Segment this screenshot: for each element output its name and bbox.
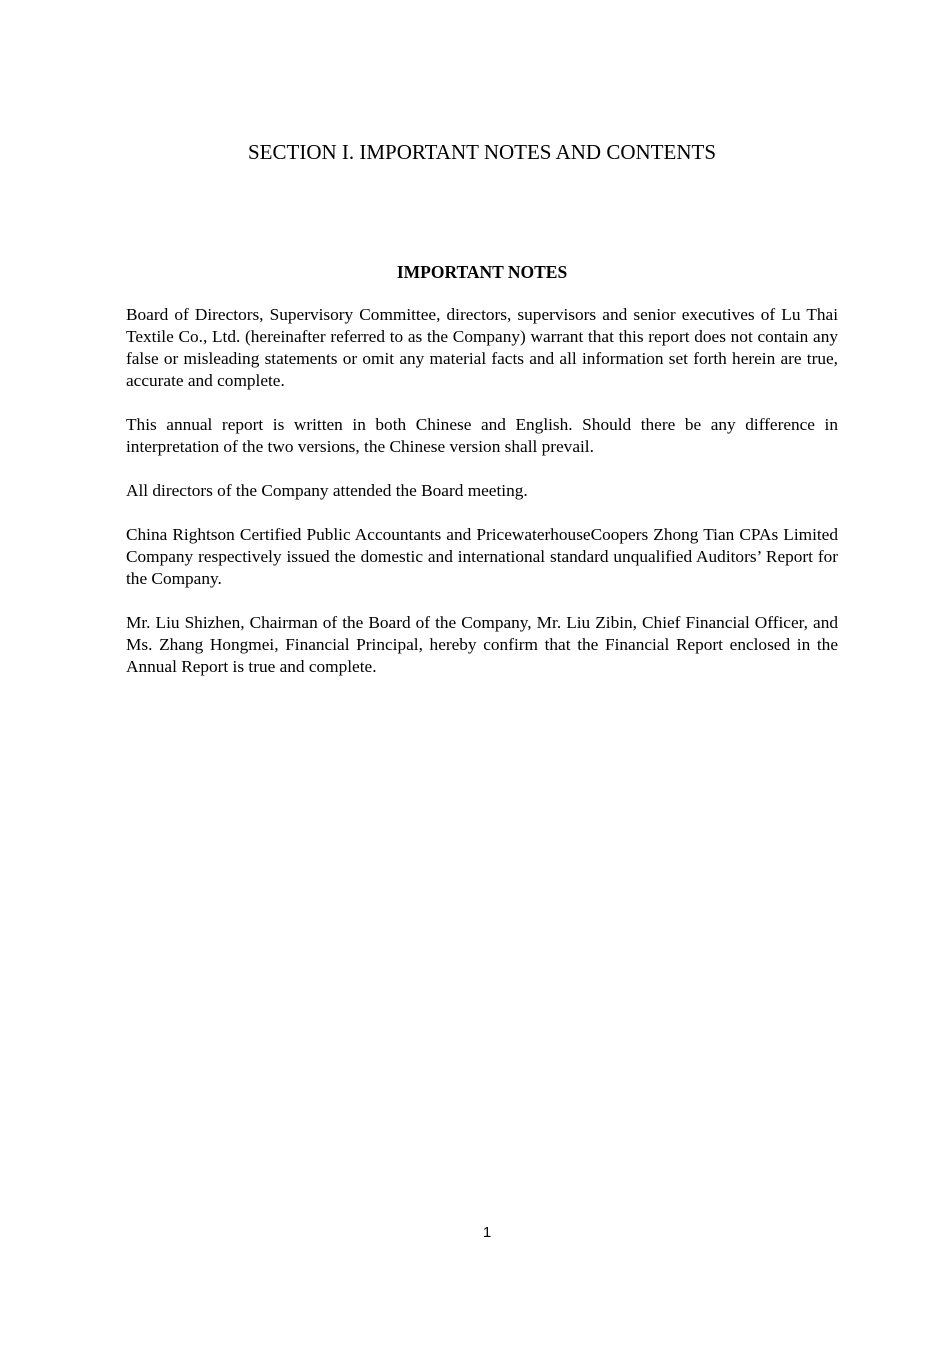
paragraph-responsibility-statement: Board of Directors, Supervisory Committee, directors, supervisors and senior executives of Lu Thai Textile Co., Ltd. (hereinafter referred to as the Company) warrant that this report does not contain any false or misleading statements or omit any material facts and all information set forth herein are true, accurate and complete.	[126, 305, 838, 390]
paragraph-financial-confirmation: Mr. Liu Shizhen, Chairman of the Board of the Company, Mr. Liu Zibin, Chief Financial Officer, and Ms. Zhang Hongmei, Financial Principal, hereby confirm that the Financial Report enclosed in the Annual Report is true and complete.	[126, 613, 838, 676]
important-notes-heading: IMPORTANT NOTES	[396, 262, 568, 282]
paragraph-auditors-report: China Rightson Certified Public Accountants and PricewaterhouseCoopers Zhong Tian CPAs Limited Company respectively issued the domestic and international standard unqualified Auditors’ Report for the Company.	[126, 525, 838, 588]
paragraph-language-versions: This annual report is written in both Chinese and English. Should there be any difference in interpretation of the two versions, the Chinese version shall prevail.	[126, 415, 838, 456]
page-number: 1	[482, 1224, 492, 1241]
paragraph-board-attendance: All directors of the Company attended the Board meeting.	[126, 481, 528, 500]
section-title: SECTION I. IMPORTANT NOTES AND CONTENTS	[247, 140, 716, 164]
notes-body	[126, 304, 838, 700]
